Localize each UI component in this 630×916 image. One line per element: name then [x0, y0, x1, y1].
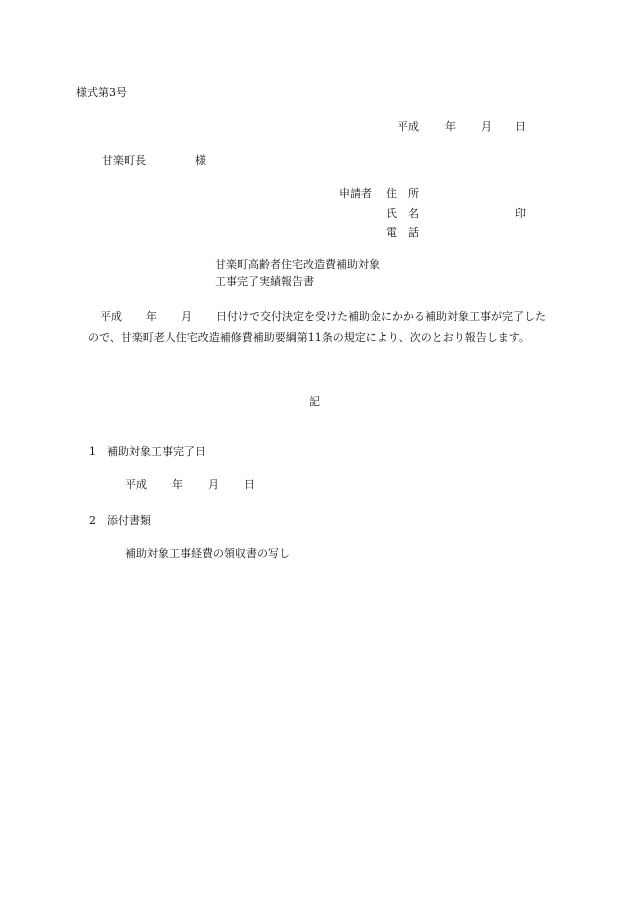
completion-month: 月 — [208, 478, 219, 491]
date-day: 日 — [515, 120, 526, 133]
form-number: 様式第3号 — [76, 86, 127, 99]
date-year: 年 — [445, 120, 456, 133]
name-label: 氏 名 — [386, 207, 419, 220]
phone-label: 電 話 — [386, 226, 419, 239]
report-paragraph — [88, 306, 554, 348]
date-era: 平成 — [397, 120, 419, 133]
addressee-honorific: 様 — [195, 154, 206, 167]
title-line-1: 甘楽町高齢者住宅改造費補助対象 — [215, 258, 380, 271]
date-month: 月 — [481, 120, 492, 133]
item-1-label: 補助対象工事完了日 — [107, 445, 206, 458]
body-era: 平成 — [100, 310, 122, 323]
completion-day: 日 — [244, 478, 255, 491]
applicant-label: 申請者 — [339, 187, 372, 200]
item-1-number: 1 — [89, 445, 96, 458]
body-month: 月 — [181, 310, 192, 323]
address-label: 住 所 — [386, 187, 419, 200]
item-2-label: 添付書類 — [107, 514, 151, 527]
item-2-number: 2 — [89, 514, 96, 527]
completion-era: 平成 — [125, 478, 147, 491]
body-year: 年 — [146, 310, 157, 323]
seal-mark: 印 — [515, 207, 526, 220]
title-line-2: 工事完了実績報告書 — [215, 275, 314, 288]
completion-year: 年 — [172, 478, 183, 491]
body-text: 日付けで交付決定を受けた補助金にかかる補助対象工事が完了したので、甘楽町老人住宅改造補修費補助要綱第11条の規定により、次のとおり報告します。 — [88, 310, 546, 344]
addressee-name: 甘楽町長 — [102, 154, 146, 167]
attachment-text: 補助対象工事経費の領収書の写し — [125, 547, 290, 560]
note-heading: 記 — [309, 395, 320, 408]
